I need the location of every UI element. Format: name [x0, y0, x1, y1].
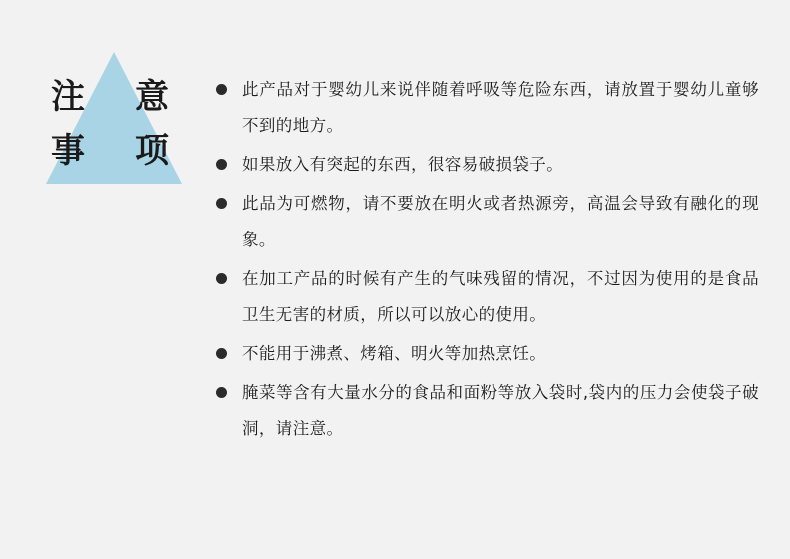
list-item-text: 如果放入有突起的东西，很容易破损袋子。 [242, 155, 564, 174]
heading-block [34, 52, 194, 202]
page-title-line-1: 注 意 [51, 77, 177, 117]
list-item-text: 在加工产品的时候有产生的气味残留的情况，不过因为使用的是食品卫生无害的材质，所以可以放心的使用。 [242, 269, 759, 324]
bullet-icon [216, 159, 227, 170]
bullet-icon [216, 348, 227, 359]
page-title-line-2: 事 项 [51, 131, 177, 171]
notes-list [214, 72, 759, 450]
list-item-text: 此品为可燃物，请不要放在明火或者热源旁，高温会导致有融化的现象。 [242, 194, 759, 249]
bullet-icon [216, 84, 227, 95]
list-item [214, 147, 759, 183]
list-item-text: 此产品对于婴幼儿来说伴随着呼吸等危险东西，请放置于婴幼儿童够不到的地方。 [242, 80, 759, 135]
list-item [214, 375, 759, 447]
list-item [214, 72, 759, 144]
bullet-icon [216, 387, 227, 398]
list-item [214, 261, 759, 333]
page-title [34, 70, 194, 178]
list-item [214, 186, 759, 258]
bullet-icon [216, 273, 227, 284]
list-item-text: 不能用于沸煮、烤箱、明火等加热烹饪。 [242, 344, 547, 363]
list-item-text: 腌菜等含有大量水分的食品和面粉等放入袋时,袋内的压力会使袋子破洞，请注意。 [242, 383, 759, 438]
list-item [214, 336, 759, 372]
bullet-icon [216, 198, 227, 209]
